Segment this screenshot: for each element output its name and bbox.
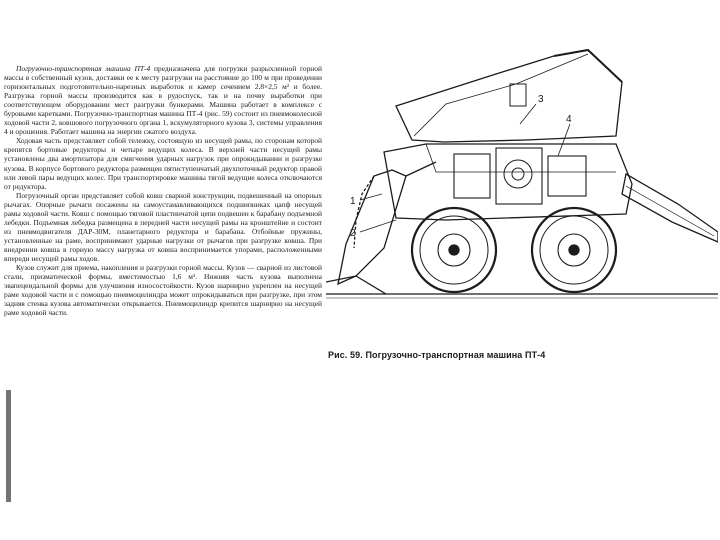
callout-1: 1 bbox=[350, 196, 356, 207]
loader-bucket bbox=[338, 170, 406, 284]
lift-chain bbox=[354, 176, 374, 248]
body-bracket bbox=[510, 84, 526, 106]
paragraph-chassis: Ходовая часть представляет собой тележку, состоящую из несущей рамы, по сторонам которой крепятся бортовые редукторы и четыре ведущих колеса. В верхней части несущей рамы установлены два амортизатора для смягчения ударных нагрузок при опрокидывании и разгрузке кузова. В корпусе бортового редуктора размещен пятиступенчатый двухпоточный редуктор правой или левой пары ведущих колес. При транспортировке машины тягой ведущие колеса отключаются от редуктора. bbox=[4, 136, 322, 191]
paragraph-loader: Погрузочный орган представляет собой ковш сварной конструкции, подвешенный на опорных рычагах. Опорные рычаги посажены на самоустанавливающихся подшипниках цапф несущей рамы ходовой части. Ковш с помощью тяговой пластинчатой цепи подвешен к барабану подъемной лебедки. Подъемная лебедка размещена в передней части несущей рамы на кронштейне и состоит из пневмодвигателя ДАР-30М, планетарного редуктора и барабана. Отбойные пружины, установленные на раме, воспринимают ударные нагрузки от рычагов при разгрузке ковша. При внедрении ковша в горную массу нагрузка от ковша воспринимается упорами, расположенными впереди несущей рамы ходов. bbox=[4, 190, 322, 263]
machine-name: Погрузочно-транспортная машина ПТ-4 bbox=[16, 64, 151, 73]
front-wheel bbox=[412, 208, 496, 292]
article-text bbox=[4, 64, 322, 317]
drum-hub bbox=[512, 168, 524, 180]
rear-blade bbox=[622, 174, 718, 242]
chassis-frame bbox=[384, 144, 632, 220]
dump-body bbox=[396, 50, 622, 142]
paragraph-body: Кузов служит для приема, накопления и разгрузки горной массы. Кузов — сварной из листовой стали, призматической формы, вместимостью 1,6 м³. Нижняя часть кузова выполнена эвапецеидальной формы для улучшения износостойкости. Кузов шарнирно укреплен на несущей раме ходовой части и с помощью пневмоцилиндра может опрокидываться при разгрузке, при этом задняя стенка кузова автоматически открывается. Пневмоцилиндр крепится шарнирно на несущей раме ходовой части. bbox=[4, 263, 322, 318]
dump-body-edge bbox=[414, 54, 588, 136]
paragraph-intro-body: предназначена для погрузки разрыхленной горной массы в собственный кузов, доставки ее к месту разгрузки на расстояние до 100 м при проведении горизонтальных подготовительно-нарезных выработок и камер сечением 2,8×2,5 м² и более. Разгрузка горной массы производится как в рудоспуск, так и на почву выработки при соответствующем оборудовании мест разгрузки бункерами. Машина работает в комплексе с буровыми каретками. Погрузочно-транспортная машина ПТ-4 (рис. 59) состоит из пневмоколесной ходовой части 2, ковшового погрузочного органа 1, вскумуляторного кузова 3, системы управления 4 и орошения. Работает машина на энергии сжатого воздуха. bbox=[4, 64, 322, 137]
leader-1 bbox=[360, 194, 382, 200]
drum bbox=[504, 160, 532, 188]
rear-wheel bbox=[532, 208, 616, 292]
callout-2: 2 bbox=[350, 228, 356, 239]
machine-drawing-svg bbox=[326, 44, 718, 344]
leader-3 bbox=[520, 104, 536, 124]
margin-mark bbox=[6, 390, 11, 502]
motor-block-left bbox=[454, 154, 490, 198]
figure-caption: Рис. 59. Погрузочно-транспортная машина ПТ-4 bbox=[328, 350, 546, 360]
motor-block-right bbox=[548, 156, 586, 196]
machine-drawing bbox=[326, 44, 718, 344]
paragraph-intro bbox=[4, 64, 322, 136]
bucket-lip bbox=[326, 276, 386, 294]
dump-body-top bbox=[554, 50, 622, 82]
loader-arm bbox=[406, 162, 436, 176]
motor-block-center bbox=[496, 148, 542, 204]
callout-4: 4 bbox=[566, 114, 572, 125]
callout-3: 3 bbox=[538, 94, 544, 105]
rear-blade-line bbox=[626, 186, 714, 236]
leader-4 bbox=[558, 124, 570, 156]
